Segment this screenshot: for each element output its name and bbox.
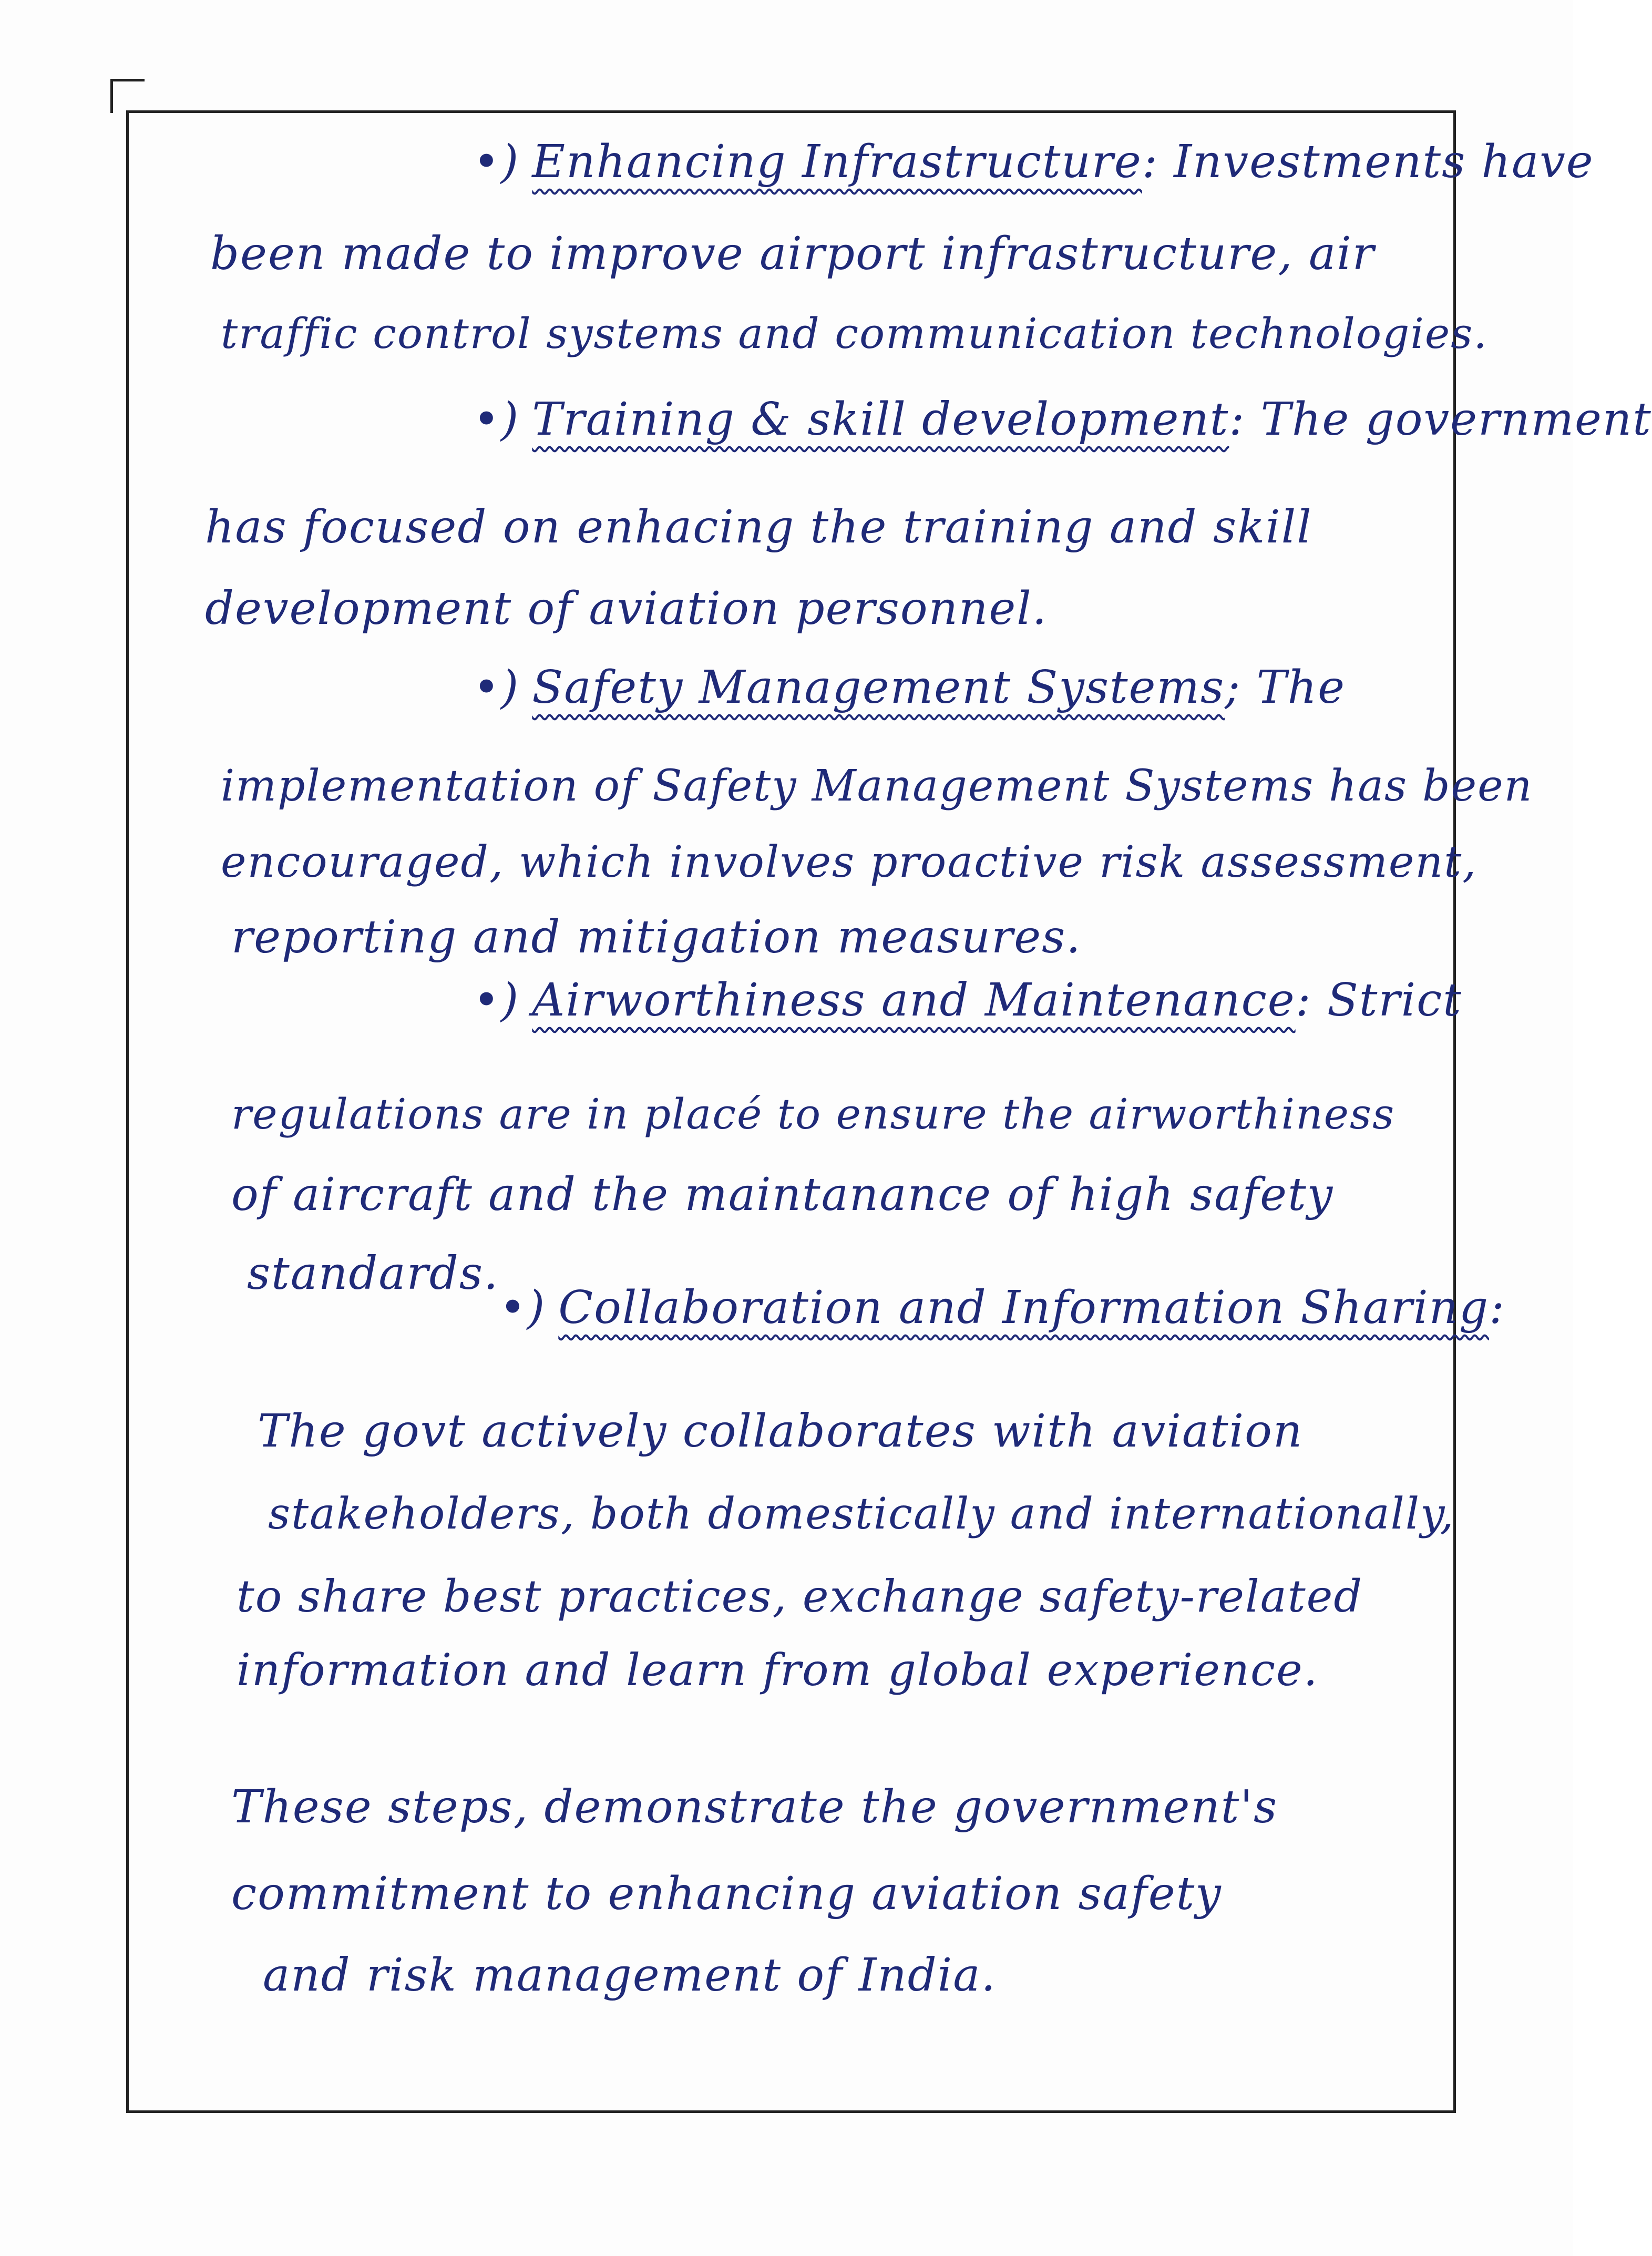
- section-heading-infrastructure: [473, 136, 1594, 188]
- conclusion-line: and risk management of India.: [263, 1949, 997, 2002]
- text-line: implementation of Safety Management Systems has been: [221, 761, 1533, 811]
- text-line: to share best practices, exchange safety-related: [237, 1571, 1363, 1622]
- heading-title: Collaboration and Information Sharing: [558, 1281, 1490, 1334]
- section-heading-collaboration: [499, 1281, 1506, 1334]
- section-heading-safety-management: [473, 661, 1346, 714]
- text-line: development of aviation personnel.: [205, 582, 1048, 635]
- text-line: has focused on enhacing the training and skill: [205, 501, 1312, 553]
- heading-lead-text: The government: [1260, 393, 1652, 446]
- heading-title: Enhancing Infrastructure: [532, 136, 1142, 188]
- heading-lead-text: Strict: [1327, 974, 1462, 1027]
- conclusion-line: These steps, demonstrate the government's: [231, 1781, 1278, 1833]
- text-line: standards.: [247, 1247, 499, 1300]
- text-line: traffic control systems and communication technologies.: [221, 309, 1488, 358]
- bullet: •): [473, 661, 520, 714]
- text-line: of aircraft and the maintanance of high safety: [231, 1168, 1334, 1221]
- bullet: •): [499, 1281, 546, 1334]
- heading-title: Training & skill development: [532, 393, 1229, 446]
- text-line: encouraged, which involves proactive risk assessment,: [221, 837, 1477, 887]
- heading-title: Airworthiness and Maintenance: [532, 974, 1296, 1027]
- heading-lead-text: Investments have: [1174, 136, 1594, 188]
- section-heading-training: [473, 393, 1652, 446]
- heading-lead-text: The: [1256, 661, 1346, 714]
- conclusion-line: commitment to enhancing aviation safety: [231, 1868, 1222, 1920]
- heading-separator: ;: [1225, 661, 1241, 714]
- corner-mark: [110, 79, 145, 113]
- text-line: information and learn from global experience.: [237, 1644, 1319, 1696]
- text-line: regulations are in placé to ensure the airworthiness: [231, 1090, 1396, 1139]
- text-line: stakeholders, both domestically and internationally,: [268, 1489, 1455, 1539]
- heading-separator: :: [1229, 393, 1246, 446]
- text-line: The govt actively collaborates with aviation: [258, 1405, 1304, 1458]
- bullet: •): [473, 136, 520, 188]
- bullet: •): [473, 393, 520, 446]
- heading-separator: :: [1295, 974, 1312, 1027]
- section-heading-airworthiness: [473, 974, 1462, 1027]
- text-line: reporting and mitigation measures.: [231, 911, 1082, 963]
- heading-title: Safety Management Systems: [532, 661, 1225, 714]
- text-line: been made to improve airport infrastructure, air: [210, 228, 1375, 280]
- heading-separator: :: [1489, 1281, 1506, 1334]
- bullet: •): [473, 974, 520, 1027]
- heading-separator: :: [1142, 136, 1158, 188]
